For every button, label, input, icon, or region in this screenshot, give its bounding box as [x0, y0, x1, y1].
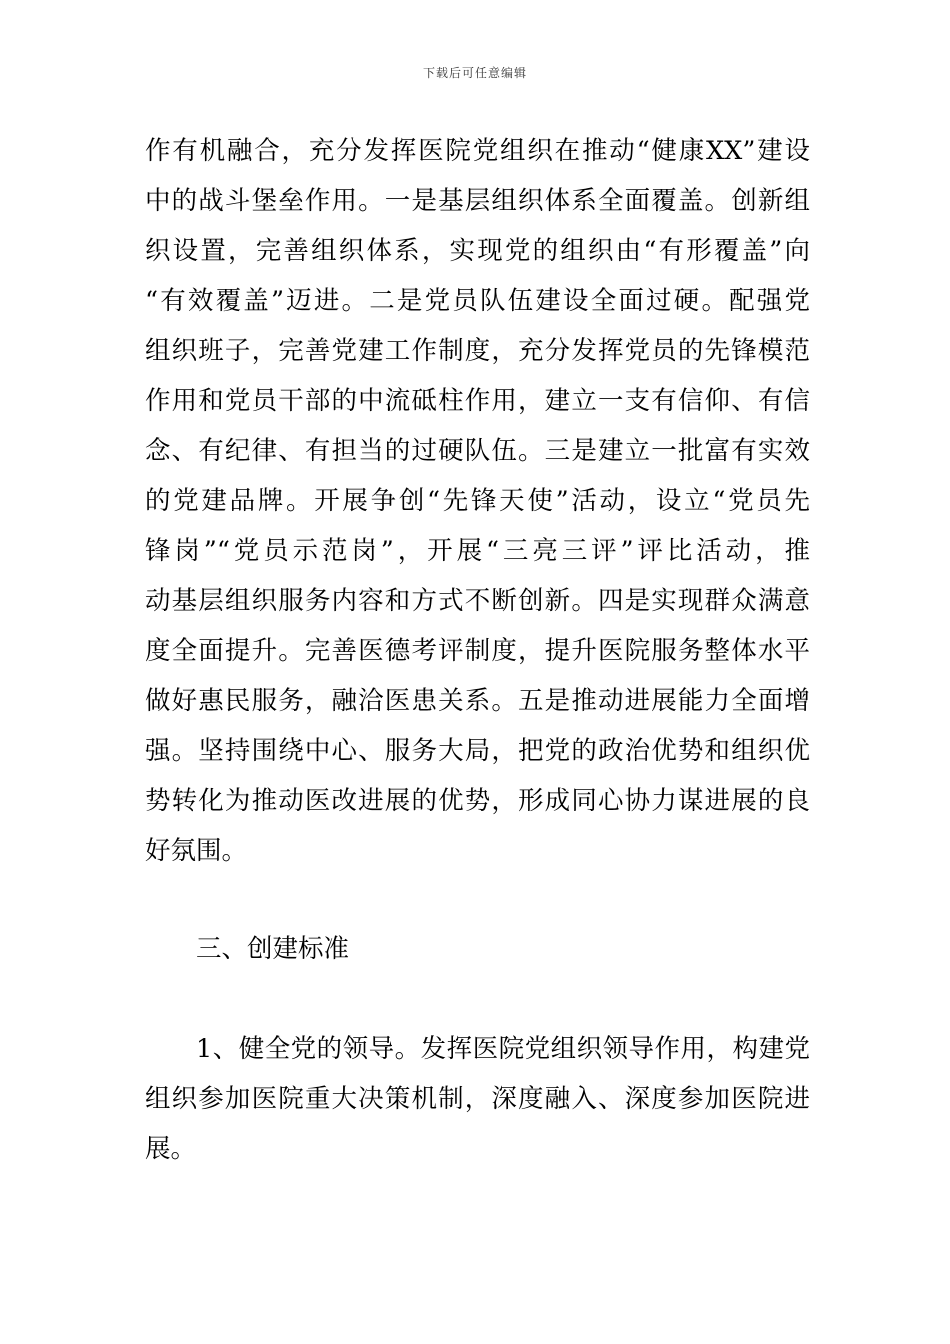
section-heading: 三、创建标准: [196, 934, 350, 964]
page-header: 下载后可任意编辑: [422, 66, 527, 80]
text-line: 的党建品牌。开展争创“先锋天使”活动，设立“党员先: [145, 486, 810, 516]
text-line: 展。: [145, 1134, 197, 1164]
document-body: [145, 126, 810, 1174]
text-line: 做好惠民服务，融洽医患关系。五是推动进展能力全面增: [145, 686, 810, 716]
text-line: 织设置，完善组织体系，实现党的组织由“有形覆盖”向: [145, 236, 810, 266]
text-line: 1、健全党的领导。发挥医院党组织领导作用，构建党: [196, 1034, 810, 1064]
text-line: 度全面提升。完善医德考评制度，提升医院服务整体水平: [145, 636, 810, 666]
text-line: 组织参加医院重大决策机制，深度融入、深度参加医院进: [145, 1084, 810, 1114]
text-line: 中的战斗堡垒作用。一是基层组织体系全面覆盖。创新组: [145, 186, 810, 216]
text-line: 好氛围。: [145, 836, 248, 866]
text-line: 作有机融合，充分发挥医院党组织在推动“健康XX”建设: [145, 136, 810, 166]
text-line: “有效覆盖”迈进。二是党员队伍建设全面过硬。配强党: [145, 286, 810, 316]
text-line: 念、有纪律、有担当的过硬队伍。三是建立一批富有实效: [145, 436, 810, 466]
text-line: 组织班子，完善党建工作制度，充分发挥党员的先锋模范: [145, 336, 810, 366]
text-line: 作用和党员干部的中流砥柱作用，建立一支有信仰、有信: [145, 386, 810, 416]
body-paragraph-2: [145, 1024, 810, 1174]
text-line: 锋岗”“党员示范岗”，开展“三亮三评”评比活动，推: [145, 536, 810, 566]
text-line: 动基层组织服务内容和方式不断创新。四是实现群众满意: [145, 586, 810, 616]
text-line: 势转化为推动医改进展的优势，形成同心协力谋进展的良: [145, 786, 810, 816]
body-paragraph-1: [145, 126, 810, 876]
text-line: 强。坚持围绕中心、服务大局，把党的政治优势和组织优: [145, 736, 810, 766]
